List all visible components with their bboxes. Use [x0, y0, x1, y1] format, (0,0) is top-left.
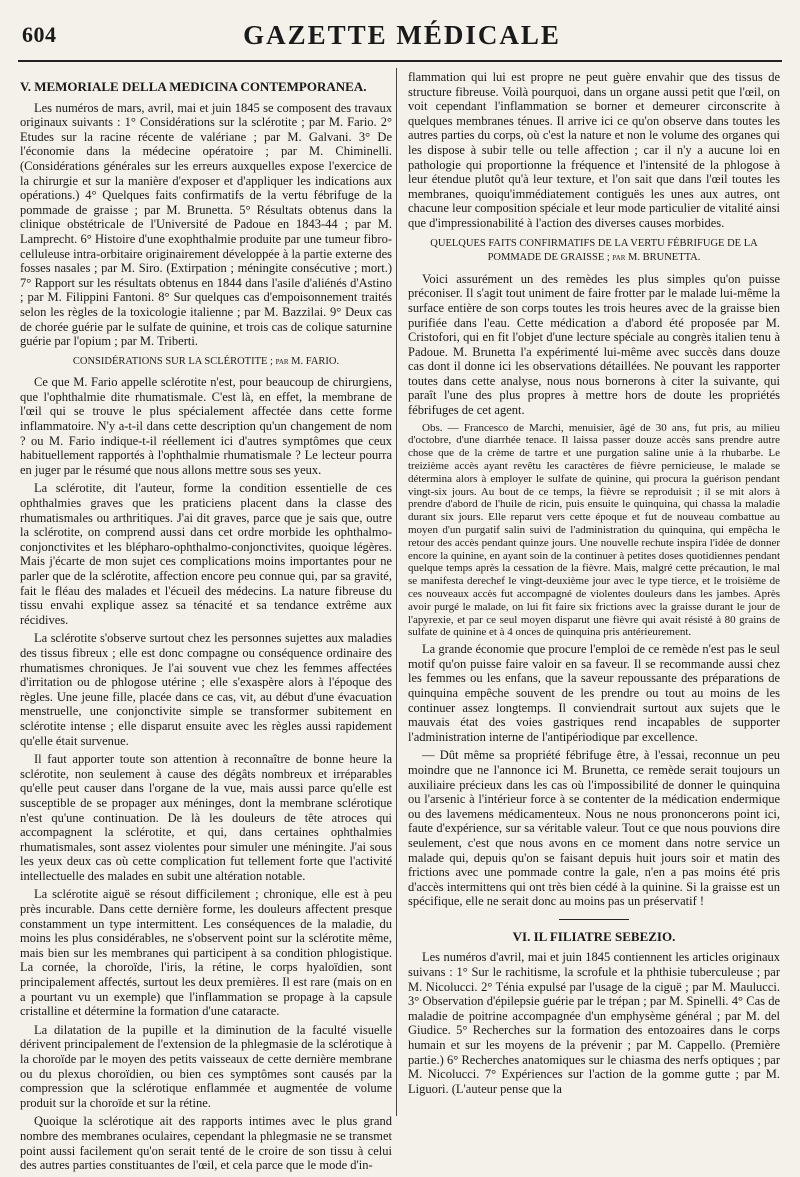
paragraph: La grande économie que procure l'emploi de ce remède n'est pas le seul motif qu'on puisse faire valoir en sa faveur. Il se recommande aussi chez les femmes ou les enfans, que la saveur repoussante des préparations de quinquina empêche souvent de les prendre ou tout au moins de les continuer assez longtemps. Il conviendrait surtout aux sujets que le mauvais état des voies gastriques rend incapables de supporter l'administration interne de l'antipériodique par excellence. [408, 642, 780, 744]
paragraph: Il faut apporter toute son attention à reconnaître de bonne heure la sclérotite, non seulement à cause des dégâts nombreux et irréparables qu'elle peut causer dans l'organe de la vue, mais aussi parce qu'elle est susceptible de se propager aux méninges, dont la membrane sclérotique n'est qu'une continuation. De là les douleurs de tête atroces qui accompagnent la sclérotite, et qui, dans certaines ophthalmies rhumatismales, sont assez violentes pour simuler une méningite. J'ai sous les yeux deux cas où cette complication fut tellement forte que l'activité intellectuelle des malades en subit une altération notable. [20, 752, 392, 883]
paragraph: Quoique la sclérotique ait des rapports intimes avec le plus grand nombre des membranes oculaires, cependant la phlegmasie ne se transmet point aussi facilement qu'on serait tenté de le croire de son tissu à celui des autres parties constituantes de l'œil, et cela parce que le mode d'in- [20, 1114, 392, 1173]
section-v-title: V. MEMORIALE DELLA MEDICINA CONTEMPORANEA. [20, 79, 367, 94]
section-v-intro: Les numéros de mars, avril, mai et juin 1845 se composent des travaux originaux suivants : 1° Considérations sur la sclérotite ; par M. Fario. 2° Etudes sur la racine récente de valériane ; par M. Galvani. 3° De l'économie dans la médecine opératoire ; par M. Chiminelli. (Considérations générales sur les erreurs auxquelles expose l'exercice de la chirurgie et sur la manière d'exposer et d'appliquer les indications aux opérations.) 4° Quelques faits confirmatifs de la vertu fébrifuge de la pommade de graisse ; par M. Brunetta. 5° Résultats obtenus dans la clinique obstétricale de l'Université de Padoue en 1843-44 ; par M. Lamprecht. 6° Histoire d'une exophthalmie produite par une tumeur fibro-celluleuse intra-orbitaire originairement développée à la partie externe des fosses nasales ; par M. Siro. (Extirpation ; méningite consécutive ; mort.) 7° Rapport sur les résultats obtenus en 1844 dans l'asile d'aliénés d'Astino ; par M. Filippini Fantoni. 8° Sur quelques cas d'empoisonnement traités selon les règles de la toxicologie italienne ; par M. Bazzilai. 9° Deux cas de chorée guérie par le sulfate de quinine, et trois cas de colique saturnine guérie par l'opium ; par M. Triberti. [20, 100, 392, 349]
continuation-paragraph: flammation qui lui est propre ne peut guère envahir que des tissus de structure fibreuse. Voilà pourquoi, dans un organe aussi petit que l'œil, on voit cependant l'inflammation se borner et demeurer circonscrite à quelques membranes ténues. Il arrive ici ce qu'on observe dans toutes les autres parties du corps, où c'est la nature et non le volume des organes qui les dispose à subir telle ou telle affection ; car il n'y a aucune loi en pathologie qui proportionne la fréquence et l'intensité de la phlogose à leur étendue plutôt qu'à leur texture, et l'on sait que dans l'œil toutes les membranes, quoiqu'immédiatement contiguës les unes aux autres, ont chacune leur composition spéciale et leur mode particulier de vitalité ainsi que d'impressionabilité à l'action des diverses causes morbides. [408, 70, 780, 230]
paragraph: La sclérotite aiguë se résout difficilement ; chronique, elle est à peu près incurable. Dans cette dernière forme, les douleurs affectent presque constamment un type intermittent. Les conséquences de la maladie, du moins les plus considérables, ne s'observent point sur la sclérotite même, mais bien sur les membranes qui participent à sa condition phlogistique. La cornée, la choroïde, l'iris, la rétine, le corps hyaloïdien, sont principalement affectés, surtout les deux premières. Il est rare (mais on en a pourtant vu un exemple) que l'inflammation se propage à la capsule cristalline et détermine la formation d'une cataracte. [20, 887, 392, 1019]
section-separator [559, 919, 629, 920]
sclerotite-heading: CONSIDÉRATIONS SUR LA SCLÉROTITE ; par M. FARIO. [72, 355, 340, 367]
page-number: 604 [22, 22, 57, 47]
section-vi-text: Les numéros d'avril, mai et juin 1845 contiennent les articles originaux suivans : 1° Sur le rachitisme, la scrofule et la phthisie tuberculeuse ; par M. Nicolucci. 2° Ténia expulsé par l'usage de la ciguë ; par M. Maulucci. 3° Observation d'épilepsie guérie par le trépan ; par M. Spinelli. 4° Cas de maladie de poitrine accompagnée d'un emphysème général ; par M. del Giudice. 5° Recherches sur la formation des entozoaires dans le corps humain et sur les moyens de la prévenir ; par M. Cappello. (Première partie.) 6° Recherches anatomiques sur le chiasma des nerfs optiques ; par M. Nicolucci. 7° Expériences sur l'action de la gomme gutte ; par M. Liguori. (L'auteur pense que la [408, 950, 780, 1096]
observation-text: Obs. — Francesco de Marchi, menuisier, âgé de 30 ans, fut pris, au milieu d'octobre, d'une diarrhée tenace. Il laissa passer douze accès sans prendre autre chose que de la crème de tartre et une purgation saline unie à la rhubarbe. Le treizième accès ayant revêtu les caractères de fièvre pernicieuse, le malade se détermina alors à employer le sulfate de quinine, qui procura la guérison pendant vingt-six jours. Au bout de ce temps, la fièvre se reproduisit ; il se mit alors à prendre d'abord de l'huile de ricin, puis ensuite le quinquina, qui chassa la maladie durant six jours. Elle reparut vers cette époque et fut de nouveau combattue au moyen d'un purgatif salin suivi de l'administration du quinquina, qui empêcha le retour des accès pendant quinze jours. Une nouvelle rechute inspira l'idée de donner encore la quinine, en ayant soin de la continuer à petites doses quotidiennes pendant quelque temps après la cessation de la fièvre. Mais, malgré cette précaution, le mal se manifesta derechef le vingt-deuxième jour avec le type tierce, et le troisième de ces nouveaux accès fut accompagné de violentes douleurs dans les jambes. Après avoir purgé le malade, on lui fit faire six frictions avec la graisse durant le jour de l'apyrexie, et par ce seul moyen disparut une fièvre qui avait résisté à 80 grains de sulfate de quinine et à 4 onces de quinquina pris antérieurement. [408, 421, 780, 639]
pommade-heading: QUELQUES FAITS CONFIRMATIFS DE LA VERTU FÉBRIFUGE DE LA POMMADE DE GRAISSE ; par M. BRUNETTA. [430, 237, 758, 264]
page-header [22, 22, 782, 50]
left-column [20, 70, 392, 1177]
header-rule [18, 60, 782, 62]
column-divider [396, 68, 397, 1116]
paragraph: La sclérotite, dit l'auteur, forme la condition essentielle de ces ophthalmies graves que les praticiens placent dans la classe des rhumatismales ou arthritiques. J'ai dit graves, parce que je sais que, outre la sclérotite, on comprend aussi dans cet ordre morbide les ophthalmo-conjonctivites et les blépharo-ophthalmo-conjonctivites, quoique légères. Mais j'écarte de mon sujet ces complications moins importantes pour ne parler que de la sclérotite, affection encore peu connue qui, par sa gravité, fait le fléau des malades et l'écueil des médecins. La nature fibreuse du tissu envahi explique assez sa ténacité et sa tendance extrême aux récidives. [20, 481, 392, 627]
pommade-intro: Voici assurément un des remèdes les plus simples qu'on puisse préconiser. Il s'agit tout uniment de faire frotter par le malade lui-même la surface entière de son corps toutes les trois heures avec de la graisse bien purifiée dans l'eau. Cette médication a d'abord été proposée par M. Cristofori, qui en fit l'objet d'une lecture spéciale au congrès italien tenu à Padoue. M. Brunetta l'a expérimenté lui-même avec succès dans douze cas dont il donne ici les observations détaillées. Ne pouvant les rapporter toutes dans cette analyse, nous nous bornerons à citer la suivante, qui paraît l'une des plus propres à mettre hors de doute les propriétés fébrifuges de cet agent. [408, 271, 780, 418]
paragraph: La sclérotite s'observe surtout chez les personnes sujettes aux maladies des tissus fibreux ; elle est donc compagne ou conséquence ordinaire des rhumatismes chroniques. Je l'ai souvent vue chez les femmes affectées d'irritation ou de phlogose utérine ; elle s'exaspère alors à l'époque des règles. Une jeune fille, placée dans ce cas, vit, au début d'une évacuation menstruelle, une conjonctivite simple se transformer subitement en sclérotite intense ; elle disparut ensuite avec les règles aussi rapidement qu'elle était survenue. [20, 631, 392, 748]
paragraph: Ce que M. Fario appelle sclérotite n'est, pour beaucoup de chirurgiens, que l'ophthalmie dite rhumatismale. C'est là, en effet, la membrane de l'œil qui se trouve le plus spécialement affectée dans cette forme inflammatoire. N'y a-t-il dans cette description qu'un changement de nom ? ou M. Fario indique-t-il réellement ici d'autres symptômes que ceux habituellement rapportés à l'ophthalmie rhumatismale ? Le lecteur pourra en juger par le résumé que nous allons mettre sous ses yeux. [20, 375, 392, 477]
observation-block [408, 422, 780, 640]
journal-title: GAZETTE MÉDICALE [243, 20, 561, 50]
paragraph: — Dût même sa propriété fébrifuge être, à l'essai, reconnue un peu moindre que ne l'annonce ici M. Brunetta, ce remède serait toujours un auxiliaire précieux dans les cas où l'impossibilité de donner le quinquina ou l'arsenic à l'intérieur force à se contenter de la médication endermique ou des lavemens médicamenteux. Nous ne nous prononcerons point ici, faute d'expérience, sur sa véritable valeur. Tout ce que nous pouvions dire seulement, c'est que nous avons en ce moment dans notre service un malade qui, depuis qu'on se faisant depuis huit jours soir et matin des frictions avec une pommade contre la gale, n'en a pas moins été pris d'accès intermittens qui ont très bien cédé à la quinine. Si la graisse est un spécifique, elle ne serait donc au moins pas un préservatif ! [408, 748, 780, 909]
right-column [408, 70, 780, 1100]
section-vi-title: VI. IL FILIATRE SEBEZIO. [512, 928, 676, 944]
paragraph: La dilatation de la pupille et la diminution de la faculté visuelle dérivent principalement de l'extension de la phlegmasie de la sclérotique à la choroïde par le moyen des petits vaisseaux de cette dernière membrane ou du plexus choroïdien, ou bien ces symptômes sont causés par la compression que la sclérotique enflammée et augmentée de volume produit sur la choroïde et sur la rétine. [20, 1022, 392, 1110]
